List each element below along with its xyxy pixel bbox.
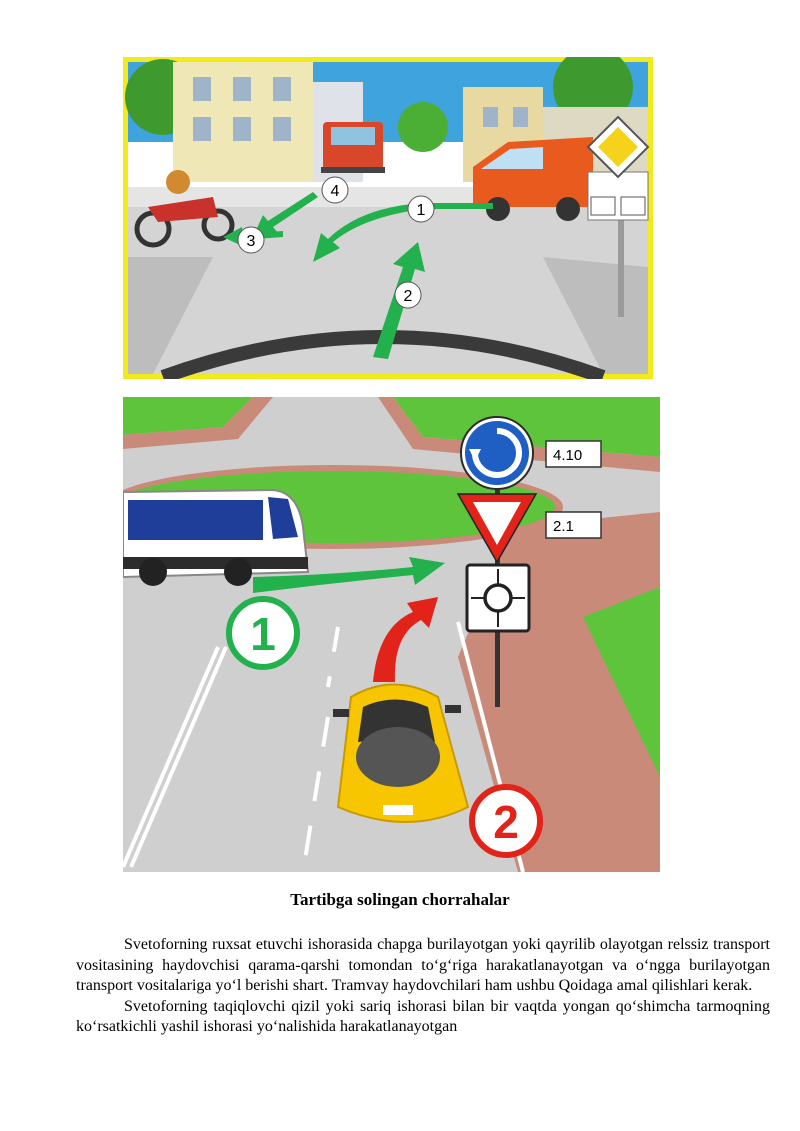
roundabout-illustration — [123, 397, 660, 872]
paragraph: Svetoforning taqiqlovchi qizil yoki sariq ishorasi bilan bir vaqtda yongan qo‘shimcha tarmoqning ko‘rsatkichli yashil ishorasi yo‘nalishida harakatlanayotgan — [76, 997, 770, 1035]
sign-label-2-1: 2.1 — [553, 518, 574, 535]
vehicle-number-1: 1 — [250, 608, 276, 660]
intersection-illustration-top — [123, 57, 653, 379]
arrow-number-2: 2 — [403, 288, 413, 305]
arrow-number-4: 4 — [330, 183, 340, 200]
body-text — [76, 935, 770, 1038]
sign-label-4-10: 4.10 — [553, 447, 583, 464]
figure-caption: Tartibga solingan chorrahalar — [290, 890, 510, 909]
arrow-number-3: 3 — [246, 233, 256, 250]
arrow-number-1: 1 — [416, 202, 426, 219]
paragraph: Svetoforning ruxsat etuvchi ishorasida chapga burilayotgan yoki qayrilib olayotgan relssiz transport vositasining haydovchisi qarama-qarshi tomondan to‘g‘riga harakatlanayotgan va o‘ngga burilayotgan transport vositalariga yo‘l berishi shart. Tramvay haydovchilari ham ushbu Qoidaga amal qilishlari kerak. — [76, 936, 770, 994]
vehicle-number-2: 2 — [493, 796, 519, 848]
